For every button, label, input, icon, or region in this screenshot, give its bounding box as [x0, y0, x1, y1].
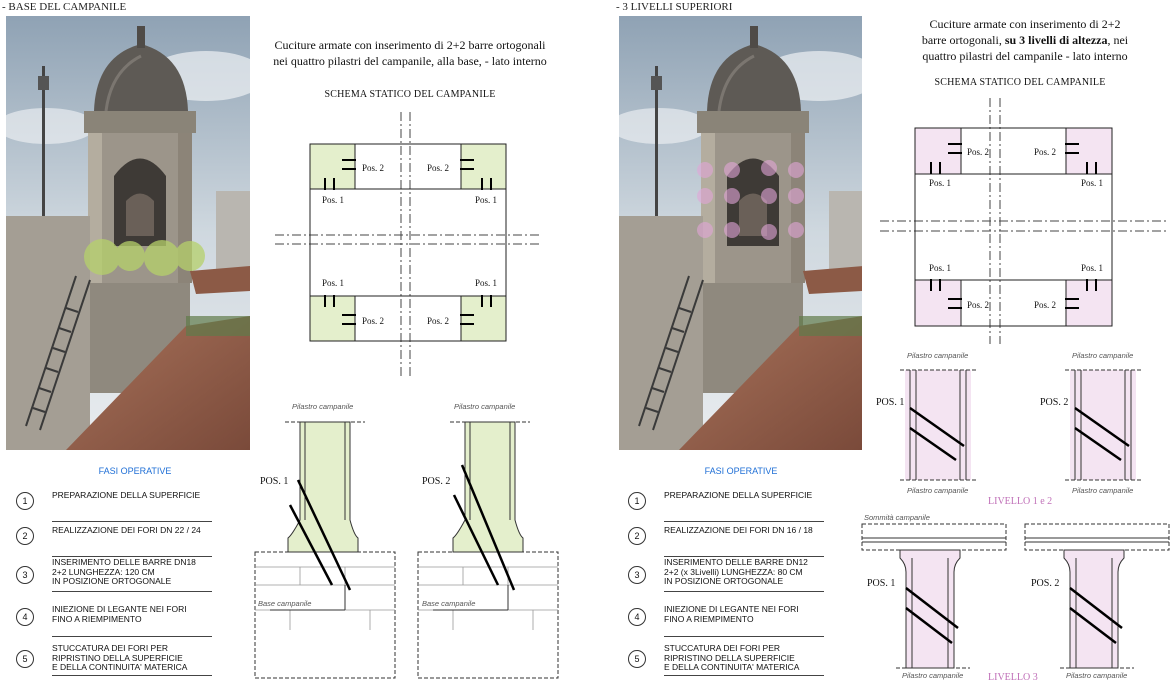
left-detail1-pos1-label: POS. 1	[260, 476, 289, 487]
right-br-pos1: Pos. 1	[1081, 263, 1104, 273]
right-level3-detail-pos2	[1025, 524, 1169, 680]
right-l12-d1-pilastro-top: Pilastro campanile	[907, 351, 969, 360]
right-l12-d2-pos2: POS. 2	[1040, 397, 1069, 408]
right-caption-line-1: Cuciture armate con inserimento di 2+2	[929, 17, 1121, 31]
right-l12-d2-pilastro-bottom: Pilastro campanile	[1072, 486, 1134, 495]
right-static-scheme-drawing	[860, 88, 1170, 684]
left-tr-pos2: Pos. 2	[427, 163, 450, 173]
right-l3-sommita-label: Sommità campanile	[864, 513, 930, 522]
right-l12-d1-pos1: POS. 1	[876, 397, 905, 408]
left-tr-pos1: Pos. 1	[475, 195, 498, 205]
left-step-5	[16, 642, 212, 676]
right-bl-pos1: Pos. 1	[929, 263, 952, 273]
right-step-5-text: STUCCATURA DEI FORI PER RIPRISTINO DELLA SUPERFICIE E DELLA CONTINUITA' MATERICA	[664, 643, 800, 672]
right-l12-d1-pilastro-bottom: Pilastro campanile	[907, 486, 969, 495]
left-step-3-number: 3	[16, 566, 34, 584]
right-step-5-number: 5	[628, 650, 646, 668]
right-caption-line-2: barre ortogonali, su 3 livelli di altezza, nei	[921, 33, 1129, 47]
left-step-3	[16, 556, 212, 592]
right-step-3-number: 3	[628, 566, 646, 584]
left-bl-pos1: Pos. 1	[322, 278, 345, 288]
left-caption	[250, 37, 570, 69]
left-bell-tower-photo	[6, 16, 250, 450]
right-l3-d2-pos2: POS. 2	[1031, 578, 1060, 589]
left-steps-title: FASI OPERATIVE	[98, 466, 172, 476]
left-caption-line-1: Cuciture armate con inserimento di 2+2 barre ortogonali	[274, 38, 546, 52]
left-br-pos1: Pos. 1	[475, 278, 498, 288]
left-caption-line-2: nei quattro pilastri del campanile, alla base, - lato interno	[273, 54, 547, 68]
right-level12-detail-pos1	[876, 351, 976, 495]
right-level3-detail-pos1	[862, 513, 1006, 680]
left-detail2-pilastro-label: Pilastro campanile	[454, 402, 516, 411]
right-level12-detail-pos2	[1040, 351, 1141, 495]
left-section-title: - BASE DEL CAMPANILE	[2, 1, 127, 13]
right-step-4-number: 4	[628, 608, 646, 626]
right-caption-line-3: quattro pilastri del campanile - lato interno	[922, 49, 1128, 63]
left-step-5-text: STUCCATURA DEI FORI PER RIPRISTINO DELLA SUPERFICIE E DELLA CONTINUITA' MATERICA	[52, 643, 188, 672]
left-schema-title: SCHEMA STATICO DEL CAMPANILE	[324, 89, 496, 100]
left-detail-pos2	[418, 402, 558, 678]
left-static-scheme-drawing	[250, 100, 580, 684]
right-caption	[880, 16, 1170, 64]
left-step-1	[16, 486, 212, 522]
right-steps-title: FASI OPERATIVE	[704, 466, 778, 476]
left-detail1-pilastro-label: Pilastro campanile	[292, 402, 354, 411]
right-bell-tower-photo	[619, 16, 862, 450]
left-step-2-text: REALIZZAZIONE DEI FORI DN 22 / 24	[52, 525, 201, 535]
left-detail2-pos2-label: POS. 2	[422, 476, 451, 487]
right-tl-pos2: Pos. 2	[967, 147, 990, 157]
right-step-1-text: PREPARAZIONE DELLA SUPERFICIE	[664, 490, 813, 500]
left-step-1-text: PREPARAZIONE DELLA SUPERFICIE	[52, 490, 201, 500]
right-step-3	[628, 556, 824, 592]
right-livello3-label: LIVELLO 3	[988, 672, 1038, 683]
right-tl-pos1: Pos. 1	[929, 178, 952, 188]
left-step-2	[16, 521, 212, 557]
left-step-4-number: 4	[16, 608, 34, 626]
left-tl-pos1: Pos. 1	[322, 195, 345, 205]
left-step-4	[16, 601, 212, 637]
right-section-title: - 3 LIVELLI SUPERIORI	[616, 1, 733, 13]
right-step-4	[628, 601, 824, 637]
right-step-2	[628, 521, 824, 557]
right-l3-d1-pilastro: Pilastro campanile	[902, 671, 964, 680]
right-bl-pos2: Pos. 2	[967, 300, 990, 310]
left-tl-pos2: Pos. 2	[362, 163, 385, 173]
left-detail-pos1	[255, 402, 395, 678]
left-detail1-base-label: Base campanile	[258, 599, 312, 608]
left-step-2-number: 2	[16, 527, 34, 545]
right-livello12-label: LIVELLO 1 e 2	[988, 496, 1053, 507]
left-bl-pos2: Pos. 2	[362, 316, 385, 326]
left-step-4-text: INIEZIONE DI LEGANTE NEI FORI FINO A RIEMPIMENTO	[52, 604, 187, 624]
right-tr-pos1: Pos. 1	[1081, 178, 1104, 188]
left-step-1-number: 1	[16, 492, 34, 510]
right-step-2-number: 2	[628, 527, 646, 545]
right-l3-d2-pilastro: Pilastro campanile	[1066, 671, 1128, 680]
right-l3-d1-pos1: POS. 1	[867, 578, 896, 589]
right-step-5	[628, 642, 824, 676]
right-step-4-text: INIEZIONE DI LEGANTE NEI FORI FINO A RIEMPIMENTO	[664, 604, 799, 624]
left-step-5-number: 5	[16, 650, 34, 668]
right-schema-title: SCHEMA STATICO DEL CAMPANILE	[934, 77, 1106, 88]
right-step-3-text: INSERIMENTO DELLE BARRE DN12 2+2 (x 3Livelli) LUNGHEZZA: 80 CM IN POSIZIONE ORTOGONALE	[664, 557, 808, 586]
left-step-3-text: INSERIMENTO DELLE BARRE DN18 2+2 LUNGHEZZA: 120 CM IN POSIZIONE ORTOGONALE	[52, 557, 196, 586]
right-l12-d2-pilastro-top: Pilastro campanile	[1072, 351, 1134, 360]
right-tr-pos2: Pos. 2	[1034, 147, 1057, 157]
left-detail2-base-label: Base campanile	[422, 599, 476, 608]
right-br-pos2: Pos. 2	[1034, 300, 1057, 310]
right-step-1	[628, 486, 824, 522]
left-br-pos2: Pos. 2	[427, 316, 450, 326]
right-step-2-text: REALIZZAZIONE DEI FORI DN 16 / 18	[664, 525, 813, 535]
right-step-1-number: 1	[628, 492, 646, 510]
